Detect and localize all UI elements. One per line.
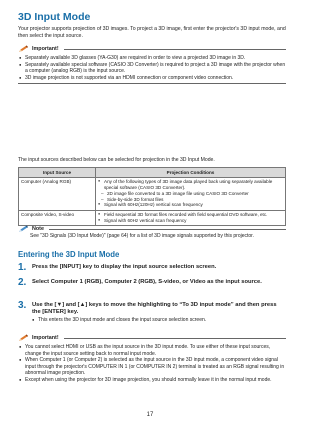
list-item: ● Except when using the projector for 3D image projection, you should normally leave it in the normal input mode. — [18, 377, 286, 384]
list-item: ● Any of the following types of 3D image data played back using separately available special software (CASIO 3D Converter). — [98, 179, 283, 191]
step-text: Press the [INPUT] key to display the input source selection screen. — [32, 264, 217, 270]
step-1 — [18, 264, 286, 272]
table-header-conditions: Projection Conditions — [96, 168, 286, 178]
step-number: 3. — [18, 300, 27, 311]
intro-text: Your projector supports projection of 3D images. To project a 3D image, first enter the projector's 3D input mode, and then select the input source. — [18, 26, 286, 40]
page-number: 17 — [146, 412, 154, 418]
list-item: – Side-by-side 3D format files — [98, 197, 283, 203]
table-cell-source: Composite Video, S-video — [19, 210, 96, 226]
step-3 — [18, 302, 286, 323]
table-cell-source: Computer (Analog RGB) — [19, 177, 96, 210]
table-cell-conditions — [96, 210, 286, 226]
list-item: ● Separately available 3D glasses (YA-G30) are required in order to view a projected 3D image in 3D. — [18, 55, 286, 62]
list-item: ● Separately available special software (CASIO 3D Converter) is required to project a 3D image with the projector when a computer (analog RGB) is the input source. — [18, 62, 286, 75]
important-box-2 — [18, 334, 286, 384]
table-lead-text: The input sources described below can be selected for projection in the 3D Input Mode. — [18, 157, 215, 163]
list-item: ● Signal with 60Hz(120Hz) vertical scan frequency — [98, 202, 283, 208]
important-list — [18, 55, 286, 81]
important-label: Important! — [32, 335, 59, 341]
step-text: Select Computer 1 (RGB), Computer 2 (RGB), S-video, or Video as the input source. — [32, 279, 262, 285]
important-header — [18, 334, 286, 342]
step-content — [32, 302, 286, 323]
pencil-icon — [18, 45, 29, 53]
step-2 — [18, 279, 286, 287]
important-label: Important! — [32, 46, 59, 52]
table-cell-conditions — [96, 177, 286, 210]
important-header — [18, 45, 286, 53]
list-item: – 2D image file converted to a 3D image file using CASIO 3D Converter — [98, 191, 283, 197]
list-item: ● When Computer 1 (or Computer 2) is selected as the input source in the 3D input mode, a component video signal input through the projector's COMPUTER IN 1 (or COMPUTER IN 2) terminal is treated as an RGB signal resulting in abnormal image projection. — [18, 357, 286, 377]
important-box-1 — [18, 45, 286, 84]
note-label: Note — [32, 226, 44, 232]
list-item: ● 3D image projection is not supported via an HDMI connection or component video connection. — [18, 75, 286, 82]
step-subnote: ● This enters the 3D input mode and closes the input source selection screen. — [32, 317, 286, 324]
page-title: 3D Input Mode — [18, 11, 91, 23]
step-text: Use the [▼] and [▲] keys to move the highlighting to “To 3D input mode” and then press the [ENTER] key. — [32, 302, 277, 316]
table-row — [19, 177, 286, 210]
pencil-icon — [18, 225, 29, 233]
step-number: 2. — [18, 277, 27, 288]
input-source-table — [18, 167, 286, 226]
list-item: ● You cannot select HDMI or USB as the input source in the 3D input mode. To use either of these input sources, change the input source setting back to normal input mode. — [18, 344, 286, 357]
note-box — [18, 225, 286, 240]
list-item: ● Signal with 60Hz vertical scan frequency — [98, 218, 283, 224]
list-item: ● Field sequential 3D format files recorded with field sequential DVD software, etc. — [98, 212, 283, 218]
section-heading: Entering the 3D Input Mode — [18, 250, 120, 259]
pencil-icon — [18, 334, 29, 342]
table-row — [19, 210, 286, 226]
important-list — [18, 344, 286, 384]
note-text: See "3D Signals (3D Input Mode)" (page 64) for a list of 3D image signals supported by this projector. — [30, 233, 254, 239]
step-number: 1. — [18, 262, 27, 273]
table-header-source: Input Source — [19, 168, 96, 178]
note-header — [18, 225, 286, 233]
